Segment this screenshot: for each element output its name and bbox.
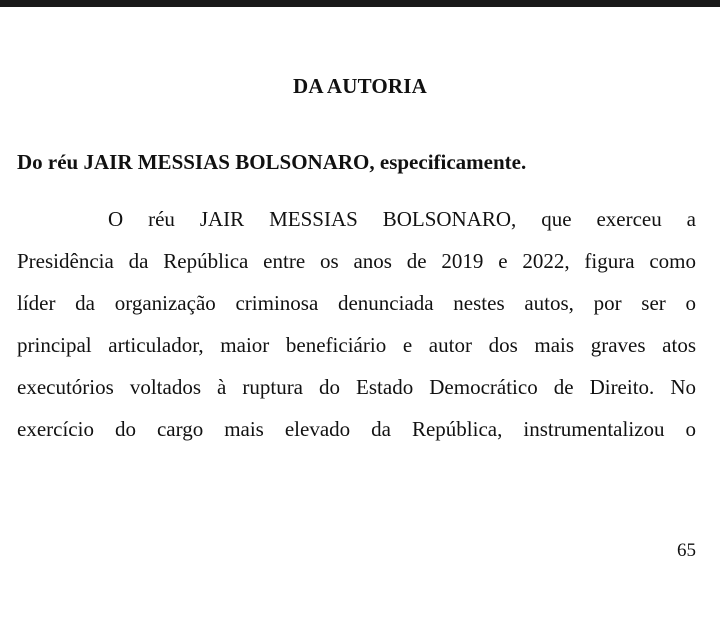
page-number: 65 <box>677 540 696 561</box>
paragraph-line: exercício do cargo mais elevado da República, instrumentalizou o <box>17 417 696 441</box>
paragraph-line: líder da organização criminosa denunciada nestes autos, por ser o <box>17 291 696 315</box>
paragraph-line: executórios voltados à ruptura do Estado Democrático de Direito. No <box>17 375 696 399</box>
paragraph-line: Presidência da República entre os anos de 2019 e 2022, figura como <box>17 249 696 273</box>
subheading: Do réu JAIR MESSIAS BOLSONARO, especificamente. <box>17 150 527 174</box>
section-title: DA AUTORIA <box>292 74 428 98</box>
body-paragraph <box>17 198 696 450</box>
paragraph-line: O réu JAIR MESSIAS BOLSONARO, que exerceu a <box>108 207 696 231</box>
paragraph-line: principal articulador, maior beneficiário e autor dos mais graves atos <box>17 333 696 357</box>
